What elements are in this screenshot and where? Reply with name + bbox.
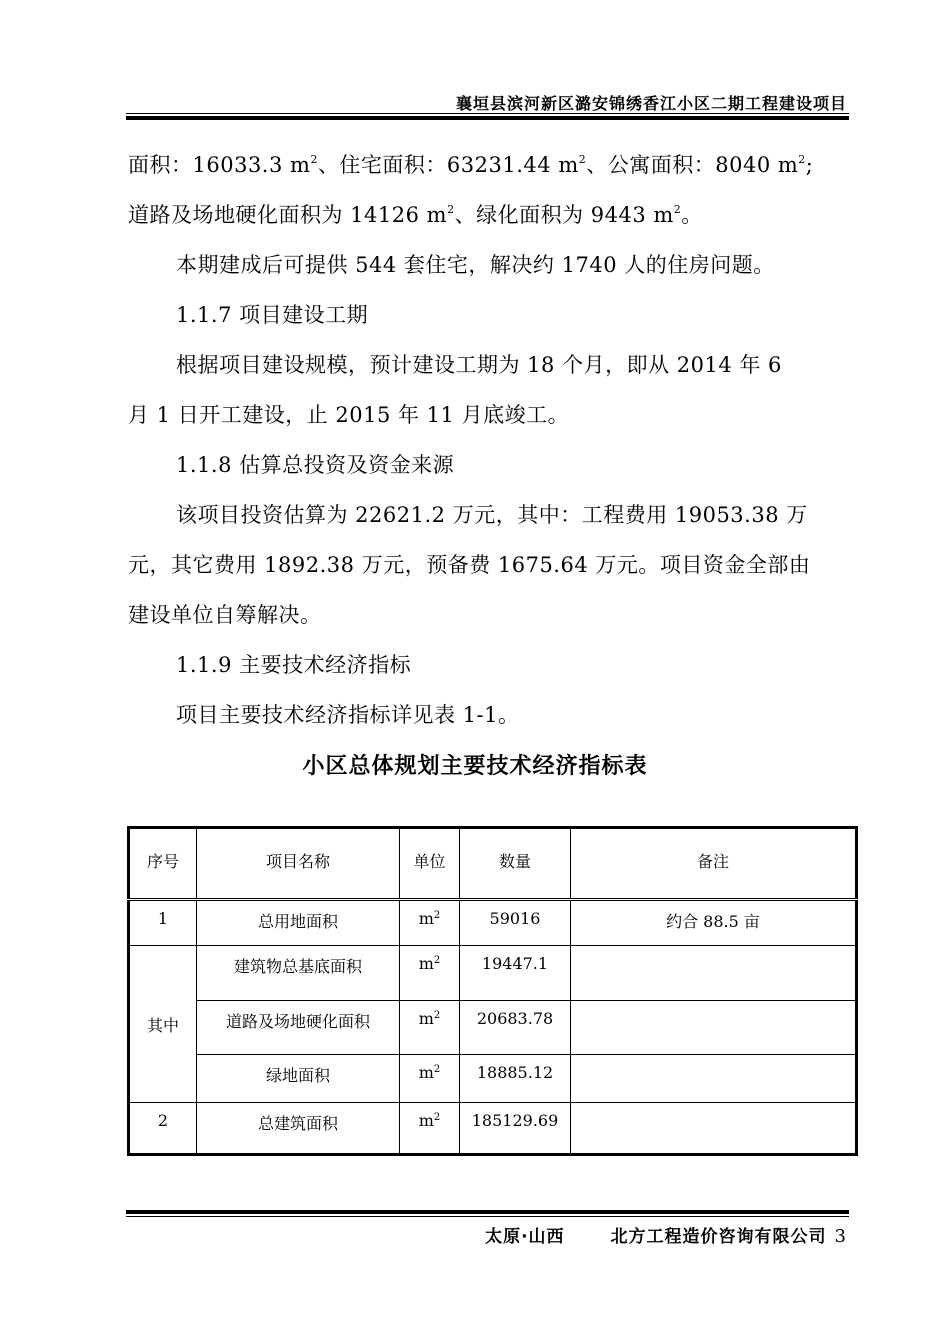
superscript: 2 [798,153,806,166]
paragraph-indicators: 项目主要技术经济指标详见表 1-1。 [176,703,520,727]
row-note [571,946,857,1001]
footer-rule-thin [126,1216,849,1217]
footer-location: 太原·山西 [485,1227,565,1247]
text-segment: 、住宅面积：63231.44 m [317,153,579,177]
row-unit: $m^2$ [400,900,460,946]
row-no: 1 [129,900,197,946]
paragraph-investment-line-1: 该项目投资估算为 22621.2 万元，其中：工程费用 19053.38 万 [176,503,808,527]
paragraph-area-line-2 [128,200,703,230]
text-segment: 面积：16033.3 m [128,153,311,177]
header-qty: 数量 [460,828,571,900]
header-rule-thick [126,116,849,120]
paragraph-investment-line-2: 元，其它费用 1892.38 万元，预备费 1675.64 万元。项目资金全部由 [128,553,811,577]
header-unit: 单位 [400,828,460,900]
row-name: 总用地面积 [197,900,400,946]
page-number: 3 [834,1226,847,1247]
header-note: 备注 [571,828,857,900]
superscript: 2 [673,203,682,216]
row-unit: $m^2$ [400,946,460,1001]
row-unit: $m^2$ [400,1001,460,1055]
paragraph-investment-line-3: 建设单位自筹解决。 [128,603,322,627]
footer-company: 北方工程造价咨询有限公司 [610,1227,827,1247]
paragraph-schedule-line-1: 根据项目建设规模，预计建设工期为 18 个月，即从 2014 年 6 [176,353,782,377]
heading-1-1-8: 1.1.8 估算总投资及资金来源 [176,453,455,477]
row-name: 道路及场地硬化面积 [197,1001,400,1055]
row-no: 2 [129,1103,197,1155]
header-title: 襄垣县滨河新区潞安锦绣香江小区二期工程建设项目 [455,94,847,113]
row-note [571,1055,857,1103]
row-unit: $m^2$ [400,1055,460,1103]
indicators-table [127,826,858,1156]
table-row [129,946,857,1001]
row-name: 绿地面积 [197,1055,400,1103]
row-note: 约合 88.5 亩 [571,900,857,946]
text-segment: ; [805,153,814,177]
table-row [129,1103,857,1155]
header-rule-thin [126,113,849,114]
row-unit: $m^2$ [400,1103,460,1155]
group-label: 其中 [129,946,197,1103]
row-qty: 59016 [460,900,571,946]
text-segment: 、绿化面积为 9443 m [454,203,674,227]
text-segment: 。 [681,203,703,227]
table-title: 小区总体规划主要技术经济指标表 [302,754,648,779]
heading-1-1-9: 1.1.9 主要技术经济指标 [176,653,412,677]
row-note [571,1103,857,1155]
superscript: 2 [447,203,455,216]
row-qty: 18885.12 [460,1055,571,1103]
table-row [129,1001,857,1055]
row-name: 总建筑面积 [197,1103,400,1155]
paragraph-area-line-1 [128,150,813,180]
text-segment: 道路及场地硬化面积为 14126 m [128,203,448,227]
row-note [571,1001,857,1055]
footer [485,1222,847,1247]
table-row [129,1055,857,1103]
row-qty: 20683.78 [460,1001,571,1055]
footer-rule-thick [126,1210,849,1214]
row-qty: 19447.1 [460,946,571,1001]
paragraph-schedule-line-2: 月 1 日开工建设，止 2015 年 11 月底竣工。 [128,403,570,427]
header-no: 序号 [129,828,197,900]
row-name: 建筑物总基底面积 [197,946,400,1001]
superscript: 2 [578,153,587,166]
paragraph-housing: 本期建成后可提供 544 套住宅，解决约 1740 人的住房问题。 [176,253,775,277]
table-row [129,900,857,946]
superscript: 2 [310,153,318,166]
heading-1-1-7: 1.1.7 项目建设工期 [176,303,369,327]
table-header-row [129,828,857,900]
text-segment: 、公寓面积：8040 m [586,153,799,177]
header-name: 项目名称 [197,828,400,900]
row-qty: 185129.69 [460,1103,571,1155]
